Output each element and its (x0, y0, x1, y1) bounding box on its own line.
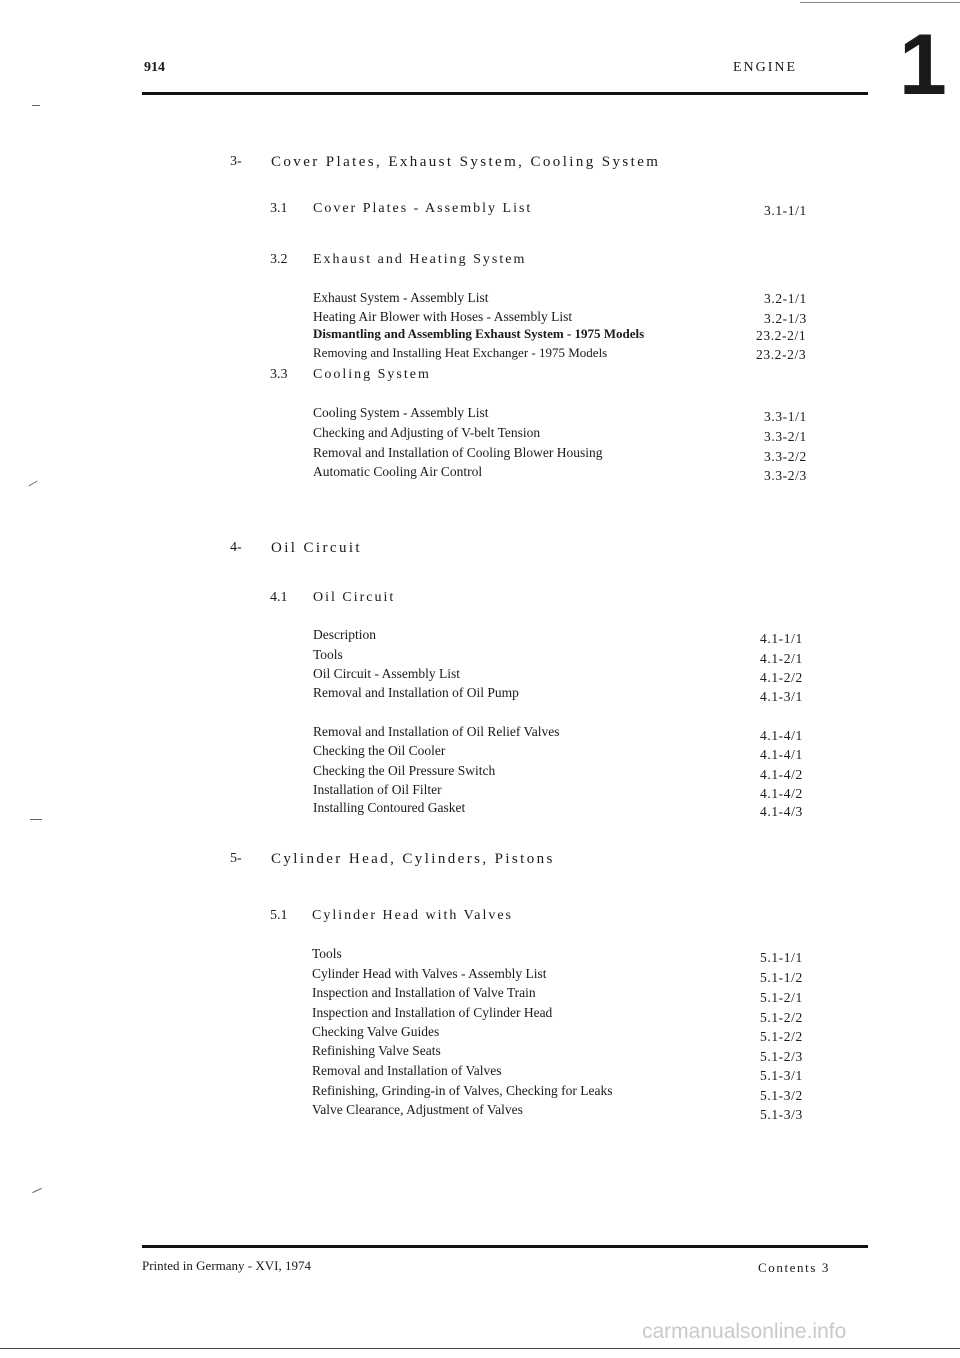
list-item: Automatic Cooling Air Control (313, 464, 483, 479)
list-item: Removal and Installation of Cooling Blower Housing (313, 445, 603, 460)
page-reference: 23.2-2/3 (756, 347, 807, 362)
footer-rule (142, 1245, 868, 1248)
list-item: Removal and Installation of Valves (312, 1063, 502, 1078)
page-reference: 3.2-1/1 (764, 291, 807, 306)
page-reference: 3.3-2/2 (764, 449, 807, 464)
page-reference: 4.1-4/1 (760, 728, 803, 743)
header-rule (142, 92, 868, 95)
page-reference: 3.3-2/1 (764, 429, 807, 444)
section-heading: Oil Circuit (271, 540, 362, 556)
page-reference: 5.1-3/1 (760, 1068, 803, 1083)
scan-edge-line (800, 2, 960, 3)
list-item: Tools (312, 946, 342, 961)
list-item: Refinishing Valve Seats (312, 1043, 441, 1058)
page-reference: 5.1-2/2 (760, 1010, 803, 1025)
watermark: carmanualsonline.info (642, 1320, 847, 1343)
subsection-number: 3.2 (270, 252, 288, 267)
page-reference: 4.1-4/3 (760, 804, 803, 819)
list-item: Inspection and Installation of Cylinder Head (312, 1005, 553, 1020)
list-item: Oil Circuit - Assembly List (313, 666, 460, 681)
list-item: Tools (313, 647, 343, 662)
model-number: 914 (144, 60, 165, 75)
margin-mark (32, 1188, 41, 1193)
list-item: Checking Valve Guides (312, 1024, 440, 1039)
section-number: 4- (230, 540, 242, 555)
subsection-number: 4.1 (270, 590, 288, 605)
subsection-number: 3.1 (270, 201, 288, 216)
list-item: Checking the Oil Pressure Switch (313, 763, 496, 778)
list-item: Description (313, 627, 376, 642)
page-reference: 23.2-2/1 (756, 328, 807, 343)
margin-mark (28, 481, 37, 487)
page-reference: 5.1-3/3 (760, 1107, 803, 1122)
page-reference: 5.1-1/1 (760, 950, 803, 965)
page-reference: 5.1-2/2 (760, 1029, 803, 1044)
page-reference: 4.1-3/1 (760, 689, 803, 704)
scan-bottom-line (0, 1348, 960, 1349)
page-reference: 4.1-2/2 (760, 670, 803, 685)
print-info: Printed in Germany - XVI, 1974 (142, 1258, 311, 1273)
list-item: Valve Clearance, Adjustment of Valves (312, 1102, 523, 1117)
list-item: Cylinder Head with Valves - Assembly List (312, 966, 547, 981)
page-reference: 4.1-2/1 (760, 651, 803, 666)
page-reference: 4.1-1/1 (760, 631, 803, 646)
page-label: Contents 3 (758, 1260, 830, 1275)
section-heading: Cover Plates, Exhaust System, Cooling System (271, 154, 661, 170)
list-item: Removal and Installation of Oil Relief Valves (313, 724, 560, 739)
chapter-number: 1 (899, 17, 947, 113)
list-item: Checking and Adjusting of V-belt Tension (313, 425, 541, 440)
margin-mark (32, 105, 40, 106)
section-title: ENGINE (733, 60, 798, 75)
subsection-title: Cooling System (313, 367, 431, 382)
page-reference: 3.2-1/3 (764, 311, 807, 326)
list-item: Cooling System - Assembly List (313, 405, 489, 420)
list-item: Dismantling and Assembling Exhaust System - 1975 Models (313, 326, 645, 341)
page-reference: 5.1-2/1 (760, 990, 803, 1005)
page-reference: 3.3-1/1 (764, 409, 807, 424)
section-number: 3- (230, 154, 242, 169)
section-heading: Cylinder Head, Cylinders, Pistons (271, 851, 555, 867)
subsection-title: Oil Circuit (313, 590, 396, 605)
list-item: Installation of Oil Filter (313, 782, 442, 797)
page-reference: 4.1-4/2 (760, 786, 803, 801)
list-item: Removing and Installing Heat Exchanger - 1975 Models (313, 345, 608, 360)
subsection-number: 3.3 (270, 367, 288, 382)
page-reference: 4.1-4/2 (760, 767, 803, 782)
page-reference: 3.1-1/1 (764, 203, 807, 218)
list-item: Inspection and Installation of Valve Train (312, 985, 536, 1000)
section-number: 5- (230, 851, 242, 866)
page-reference: 5.1-3/2 (760, 1088, 803, 1103)
list-item: Checking the Oil Cooler (313, 743, 446, 758)
subsection-title: Cylinder Head with Valves (312, 908, 513, 923)
list-item: Exhaust System - Assembly List (313, 290, 489, 305)
subsection-title: Exhaust and Heating System (313, 252, 527, 267)
subsection-number: 5.1 (270, 908, 288, 923)
list-item: Removal and Installation of Oil Pump (313, 685, 519, 700)
page-reference: 3.3-2/3 (764, 468, 807, 483)
list-item: Heating Air Blower with Hoses - Assembly List (313, 309, 573, 324)
list-item: Installing Contoured Gasket (313, 800, 466, 815)
page-reference: 4.1-4/1 (760, 747, 803, 762)
subsection-title: Cover Plates - Assembly List (313, 201, 533, 216)
page-reference: 5.1-1/2 (760, 970, 803, 985)
margin-mark (30, 819, 42, 820)
page-reference: 5.1-2/3 (760, 1049, 803, 1064)
list-item: Refinishing, Grinding-in of Valves, Checking for Leaks (312, 1083, 613, 1098)
